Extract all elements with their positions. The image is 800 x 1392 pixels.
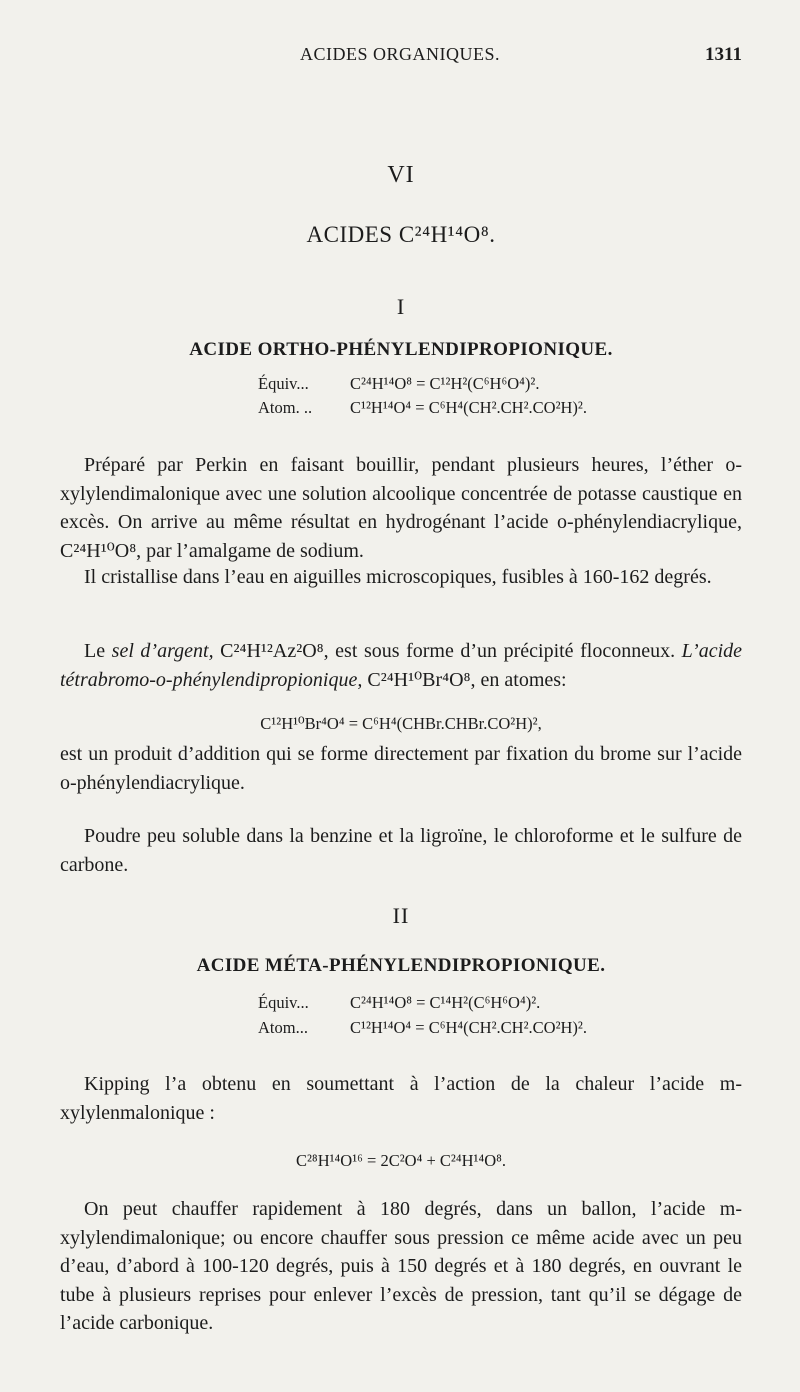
bromo-formula: C¹²H¹⁰Br⁴O⁴ = C⁶H⁴(CHBr.CHBr.CO²H)², xyxy=(260,714,542,733)
page-number: 1311 xyxy=(705,44,742,65)
equiv-label: Équiv... xyxy=(258,374,309,393)
part-ii-title: ACIDE MÉTA-PHÉNYLENDIPROPIONIQUE. xyxy=(196,955,606,976)
text-run: Le xyxy=(84,640,112,662)
running-title: ACIDES ORGANIQUES. xyxy=(299,44,500,64)
atom-label-ii: Atom... xyxy=(258,1018,308,1037)
part-i-title: ACIDE ORTHO-PHÉNYLENDIPROPIONIQUE. xyxy=(189,339,613,360)
paragraph-solubility: Poudre peu soluble dans la benzine et la ligroïne, le chloroforme et le sulfure de carbone. xyxy=(60,825,742,876)
section-heading: ACIDES C²⁴H¹⁴O⁸. xyxy=(306,222,496,247)
term-silver-salt: sel d’argent, xyxy=(111,640,214,662)
atom-formula-row-ii xyxy=(258,1018,698,1038)
equiv-formula-row-ii xyxy=(258,993,698,1013)
paragraph-preparation: Préparé par Perkin en faisant bouillir, pendant plusieurs heures, l’éther o-xylylendimalonique avec une solution alcoolique concentrée de potasse caustique en excès. On arrive au même résultat en hydrogénant l’acide o-phénylendiacrylique, C²⁴H¹⁰O⁸, par l’amalgame de sodium. xyxy=(60,454,742,562)
atom-formula-row xyxy=(258,398,698,418)
text-run: C²⁴H¹⁰Br⁴O⁸, en atomes: xyxy=(362,668,567,691)
running-header xyxy=(0,44,800,68)
equiv-formula-row xyxy=(258,374,698,394)
equiv-formula-ii: C²⁴H¹⁴O⁸ = C¹⁴H²(C⁶H⁶O⁴)². xyxy=(350,993,541,1012)
atom-label: Atom. .. xyxy=(258,398,313,417)
paragraph-crystallisation: Il cristallise dans l’eau en aiguilles microscopiques, fusibles à 160-162 degrés. xyxy=(84,566,712,588)
equiv-formula: C²⁴H¹⁴O⁸ = C¹²H²(C⁶H⁶O⁴)². xyxy=(350,374,540,393)
term-tetrabromo-acid: L’acide tétrabromo-o-phénylendipropionique, xyxy=(60,640,743,691)
paragraph-heating: On peut chauffer rapidement à 180 degrés, dans un ballon, l’acide m-xylylendimalonique; ou encore chauffer sous pression ce même acide avec un peu d’eau, d’abord à 100-120 degrés, puis à 150 degrés et à 180 degrés, en ouvrant le tube à plusieurs reprises pour enlever l’excès de pression, tant qu’il se dégage de l’acide carbonique. xyxy=(60,1198,742,1334)
atom-formula-ii: C¹²H¹⁴O⁴ = C⁶H⁴(CH².CH².CO²H)². xyxy=(350,1018,587,1037)
reaction-formula: C²⁸H¹⁴O¹⁶ = 2C²O⁴ + C²⁴H¹⁴O⁸. xyxy=(295,1151,507,1170)
paragraph-kipping: Kipping l’a obtenu en soumettant à l’action de la chaleur l’acide m-xylylenmalonique : xyxy=(60,1073,742,1124)
paragraph-silver-salt xyxy=(60,637,742,694)
part-numeral-i: I xyxy=(396,294,406,319)
part-numeral-ii: II xyxy=(392,903,410,928)
equiv-label-ii: Équiv... xyxy=(258,993,309,1012)
section-numeral: VI xyxy=(387,162,415,188)
atom-formula: C¹²H¹⁴O⁴ = C⁶H⁴(CH².CH².CO²H)². xyxy=(350,398,587,417)
text-run: C²⁴H¹²Az²O⁸, est sous forme d’un précipité floconneux. xyxy=(213,640,682,662)
paragraph-addition-product: est un produit d’addition qui se forme directement par fixation du brome sur l’acide o-phénylendiacrylique. xyxy=(60,743,742,794)
